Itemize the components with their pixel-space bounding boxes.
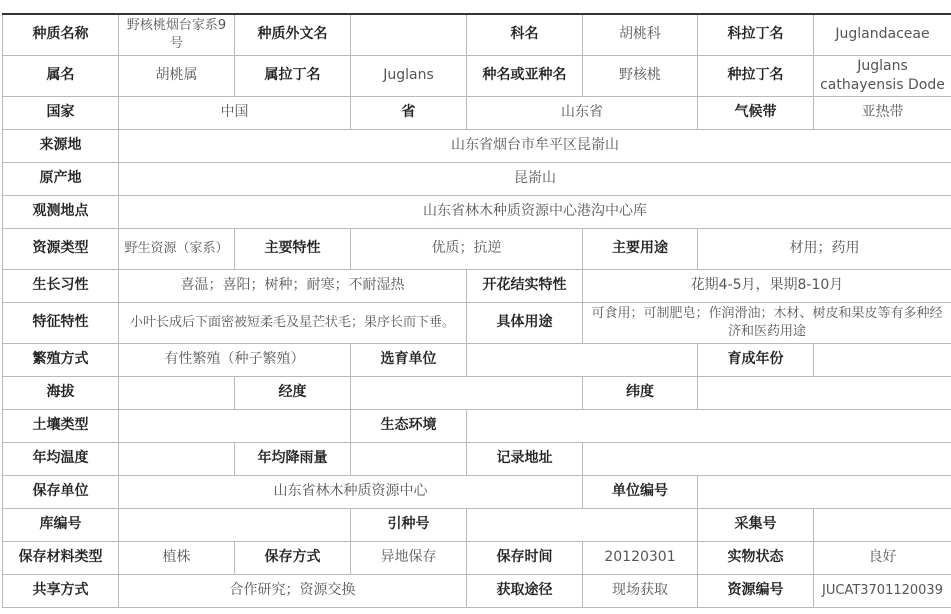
family-label: 科名 xyxy=(467,14,583,55)
material-type-label: 保存材料类型 xyxy=(3,541,119,574)
record-address-value xyxy=(583,442,951,475)
propagation-value: 有性繁殖（种子繁殖） xyxy=(119,343,351,376)
latitude-label: 纬度 xyxy=(583,376,698,409)
province-label: 省 xyxy=(351,96,467,129)
flowering-value: 花期4-5月，果期8-10月 xyxy=(583,269,951,302)
country-label: 国家 xyxy=(3,96,119,129)
foreign-name-label: 种质外文名 xyxy=(235,14,351,55)
observation-label: 观测地点 xyxy=(3,195,119,228)
genus-latin-value: Juglans xyxy=(351,55,467,96)
table-row xyxy=(3,269,951,302)
soil-type-value xyxy=(119,409,351,442)
unit-number-label: 单位编号 xyxy=(583,475,698,508)
ecology-value xyxy=(467,409,951,442)
province-value: 山东省 xyxy=(467,96,698,129)
germplasm-name-value: 野核桃烟台家系9号 xyxy=(119,14,235,55)
germplasm-info-table xyxy=(2,13,951,608)
genus-value: 胡桃属 xyxy=(119,55,235,96)
physical-status-value: 良好 xyxy=(814,541,951,574)
breeding-year-label: 育成年份 xyxy=(698,343,814,376)
altitude-value xyxy=(119,376,235,409)
flowering-label: 开花结实特性 xyxy=(467,269,583,302)
intro-number-value xyxy=(467,508,698,541)
table-row xyxy=(3,442,951,475)
species-value: 野核桃 xyxy=(583,55,698,96)
keeper-unit-label: 保存单位 xyxy=(3,475,119,508)
share-method-label: 共享方式 xyxy=(3,574,119,607)
ecology-label: 生态环境 xyxy=(351,409,467,442)
access-route-value: 现场获取 xyxy=(583,574,698,607)
source-value: 山东省烟台市牟平区昆嵛山 xyxy=(119,129,951,162)
main-traits-value: 优质；抗逆 xyxy=(351,228,583,269)
genus-latin-label: 属拉丁名 xyxy=(235,55,351,96)
collect-number-label: 采集号 xyxy=(698,508,814,541)
foreign-name-value xyxy=(351,14,467,55)
storage-method-label: 保存方式 xyxy=(235,541,351,574)
share-method-value: 合作研究；资源交换 xyxy=(119,574,467,607)
table-row xyxy=(3,409,951,442)
table-row xyxy=(3,14,951,55)
origin-label: 原产地 xyxy=(3,162,119,195)
annual-rain-value xyxy=(351,442,467,475)
features-label: 特征特性 xyxy=(3,302,119,343)
climate-value: 亚热带 xyxy=(814,96,951,129)
table-row xyxy=(3,541,951,574)
growth-habit-label: 生长习性 xyxy=(3,269,119,302)
storage-time-value: 20120301 xyxy=(583,541,698,574)
table-row xyxy=(3,195,951,228)
breeding-unit-label: 选育单位 xyxy=(351,343,467,376)
storage-time-label: 保存时间 xyxy=(467,541,583,574)
resource-number-label: 资源编号 xyxy=(698,574,814,607)
altitude-label: 海拔 xyxy=(3,376,119,409)
soil-type-label: 土壤类型 xyxy=(3,409,119,442)
storage-method-value: 异地保存 xyxy=(351,541,467,574)
resource-type-value: 野生资源（家系） xyxy=(119,228,235,269)
growth-habit-value: 喜温；喜阳；树种；耐寒；不耐湿热 xyxy=(119,269,467,302)
table-row xyxy=(3,343,951,376)
keeper-unit-value: 山东省林木种质资源中心 xyxy=(119,475,583,508)
propagation-label: 繁殖方式 xyxy=(3,343,119,376)
latitude-value xyxy=(698,376,951,409)
table-row xyxy=(3,162,951,195)
annual-rain-label: 年均降雨量 xyxy=(235,442,351,475)
genus-label: 属名 xyxy=(3,55,119,96)
family-latin-label: 科拉丁名 xyxy=(698,14,814,55)
country-value: 中国 xyxy=(119,96,351,129)
specific-use-label: 具体用途 xyxy=(467,302,583,343)
bank-number-label: 库编号 xyxy=(3,508,119,541)
specific-use-value: 可食用；可制肥皂；作润滑油；木材、树皮和果皮等有多种经济和医药用途 xyxy=(583,302,951,343)
material-type-value: 植株 xyxy=(119,541,235,574)
table-row xyxy=(3,302,951,343)
family-value: 胡桃科 xyxy=(583,14,698,55)
observation-value: 山东省林木种质资源中心港沟中心库 xyxy=(119,195,951,228)
main-traits-label: 主要特性 xyxy=(235,228,351,269)
longitude-value xyxy=(351,376,583,409)
resource-type-label: 资源类型 xyxy=(3,228,119,269)
climate-label: 气候带 xyxy=(698,96,814,129)
origin-value: 昆嵛山 xyxy=(119,162,951,195)
table-row xyxy=(3,96,951,129)
record-address-label: 记录地址 xyxy=(467,442,583,475)
table-row xyxy=(3,55,951,96)
table-row xyxy=(3,574,951,607)
family-latin-value: Juglandaceae xyxy=(814,14,951,55)
breeding-year-value xyxy=(814,343,951,376)
breeding-unit-value xyxy=(467,343,698,376)
table-row xyxy=(3,508,951,541)
species-label: 种名或亚种名 xyxy=(467,55,583,96)
table-row xyxy=(3,475,951,508)
main-use-value: 材用；药用 xyxy=(698,228,951,269)
collect-number-value xyxy=(814,508,951,541)
longitude-label: 经度 xyxy=(235,376,351,409)
table-row xyxy=(3,129,951,162)
resource-number-value: JUCAT3701120039 xyxy=(814,574,951,607)
species-latin-value: Juglans cathayensis Dode xyxy=(814,55,951,96)
access-route-label: 获取途径 xyxy=(467,574,583,607)
unit-number-value xyxy=(698,475,951,508)
germplasm-name-label: 种质名称 xyxy=(3,14,119,55)
physical-status-label: 实物状态 xyxy=(698,541,814,574)
annual-temp-label: 年均温度 xyxy=(3,442,119,475)
table-row xyxy=(3,228,951,269)
features-value: 小叶长成后下面密被短柔毛及星芒状毛；果序长而下垂。 xyxy=(119,302,467,343)
species-latin-label: 种拉丁名 xyxy=(698,55,814,96)
table-row xyxy=(3,376,951,409)
bank-number-value xyxy=(119,508,351,541)
intro-number-label: 引种号 xyxy=(351,508,467,541)
annual-temp-value xyxy=(119,442,235,475)
source-label: 来源地 xyxy=(3,129,119,162)
main-use-label: 主要用途 xyxy=(583,228,698,269)
